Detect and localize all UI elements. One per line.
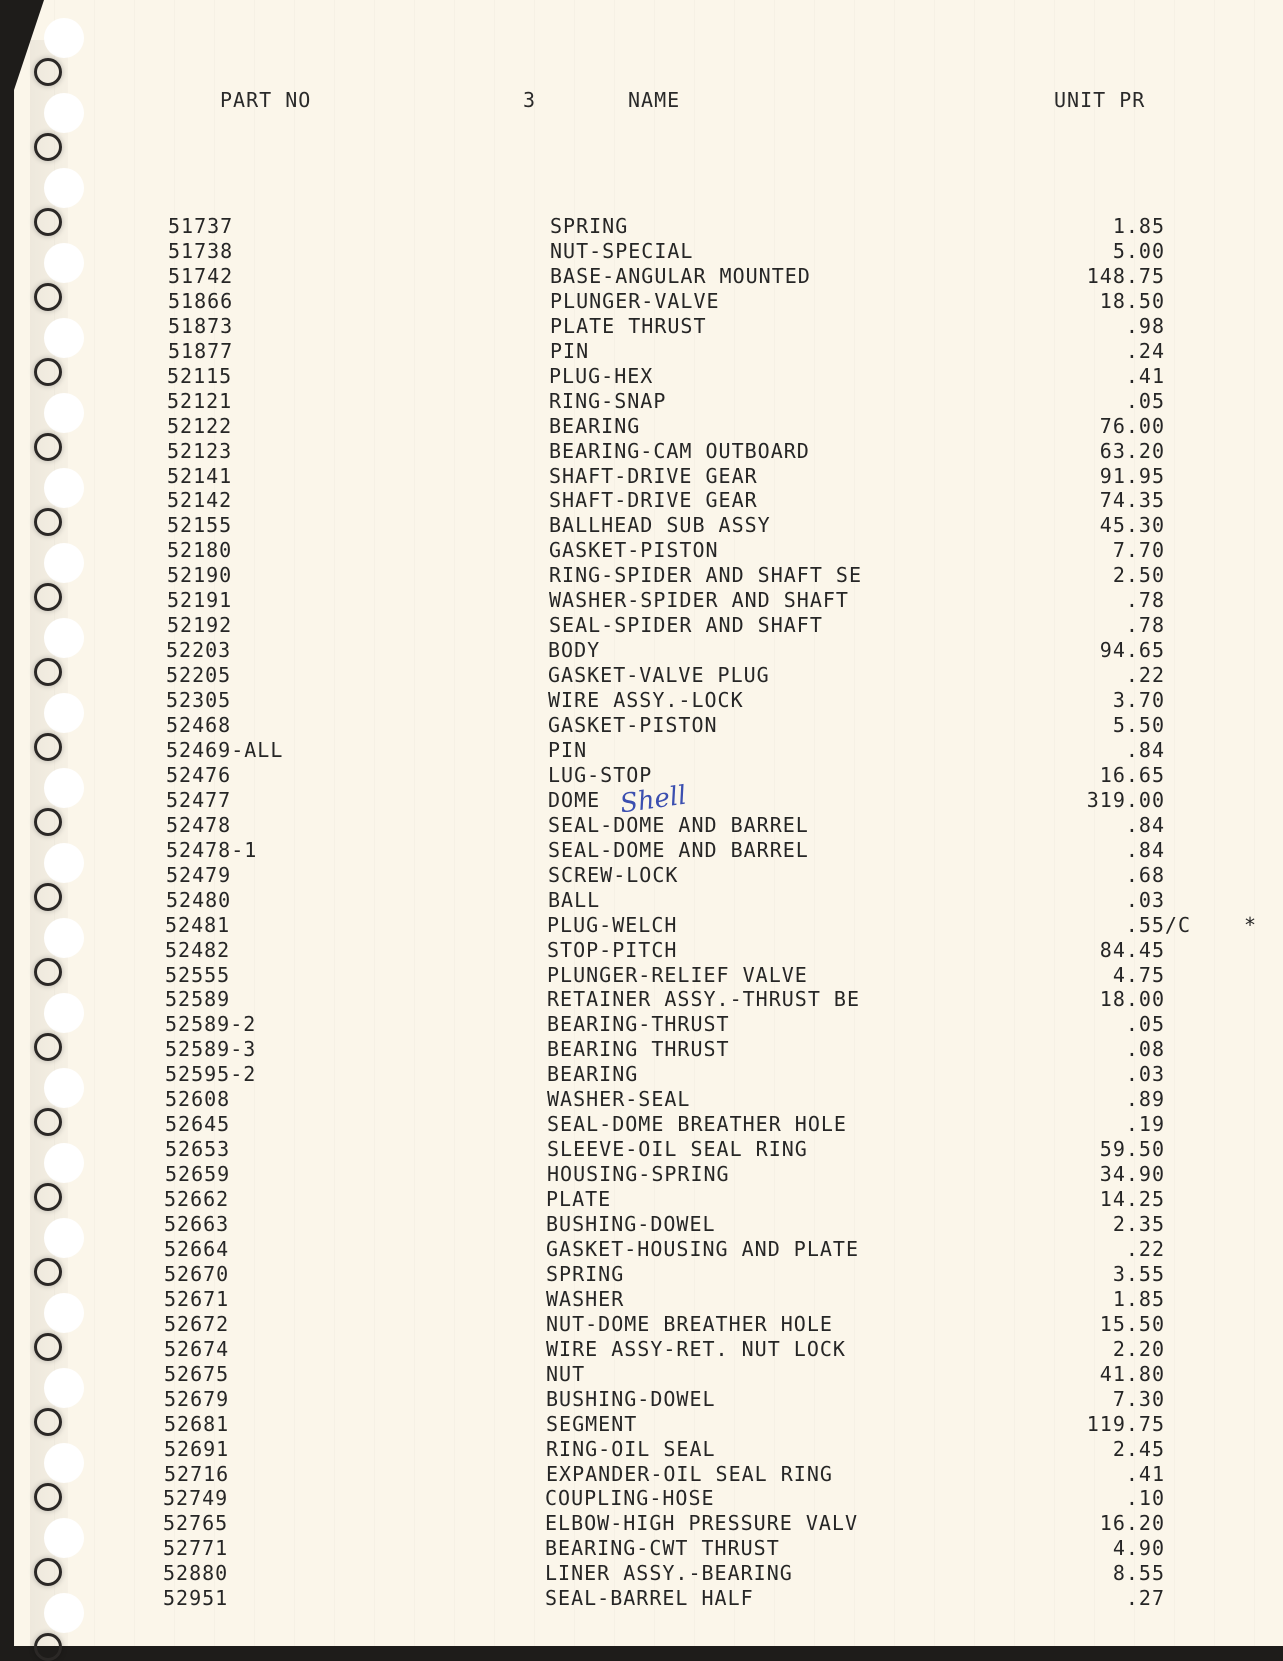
table-row <box>14 289 1283 313</box>
punch-hole <box>44 168 84 208</box>
unit-price: 45.30 <box>1099 513 1165 537</box>
part-name: GASKET-HOUSING AND PLATE <box>546 1237 859 1261</box>
unit-price: 76.00 <box>1099 414 1165 438</box>
part-number: 52477 <box>166 788 232 812</box>
part-name: LINER ASSY.-BEARING <box>545 1561 793 1585</box>
part-name: BEARING-CAM OUTBOARD <box>549 439 810 463</box>
binder-ring-mark <box>34 133 62 161</box>
part-name: BALL <box>548 888 601 912</box>
part-number: 52190 <box>167 563 233 587</box>
unit-price: .22 <box>1125 663 1165 687</box>
unit-price: 63.20 <box>1099 439 1165 463</box>
table-row <box>14 563 1283 587</box>
part-number: 52679 <box>164 1387 230 1411</box>
part-name: PLATE THRUST <box>550 314 707 338</box>
unit-price: 18.00 <box>1099 987 1165 1011</box>
part-name: SHAFT-DRIVE GEAR <box>549 488 758 512</box>
column-header-name: NAME <box>628 88 681 112</box>
part-number: 52121 <box>167 389 233 413</box>
part-name: PLUG-WELCH <box>547 913 678 937</box>
unit-price: .41 <box>1125 364 1165 388</box>
table-row <box>14 538 1283 562</box>
table-row <box>14 1362 1283 1386</box>
part-number: 52659 <box>165 1162 231 1186</box>
unit-price: 1.85 <box>1112 1287 1165 1311</box>
part-number: 52681 <box>164 1412 230 1436</box>
table-row <box>14 688 1283 712</box>
unit-price: 18.50 <box>1099 289 1165 313</box>
table-row <box>14 813 1283 837</box>
unit-price: .98 <box>1125 314 1165 338</box>
binder-ring-mark <box>34 1633 62 1661</box>
unit-price: 148.75 <box>1086 264 1165 288</box>
part-name: HOUSING-SPRING <box>547 1162 730 1186</box>
unit-price: .27 <box>1125 1586 1165 1610</box>
table-row <box>14 1112 1283 1136</box>
part-name: WASHER-SPIDER AND SHAFT <box>549 588 849 612</box>
part-name: SPRING <box>546 1262 625 1286</box>
handwritten-note: Shell <box>618 780 689 820</box>
table-row <box>14 439 1283 463</box>
unit-price: .41 <box>1125 1462 1165 1486</box>
unit-price: 5.50 <box>1112 713 1165 737</box>
part-number: 52203 <box>166 638 232 662</box>
table-row <box>14 588 1283 612</box>
part-number: 52192 <box>167 613 233 637</box>
unit-price: 4.75 <box>1112 963 1165 987</box>
unit-price: .22 <box>1125 1237 1165 1261</box>
unit-price: .19 <box>1125 1112 1165 1136</box>
unit-price: .10 <box>1125 1486 1165 1510</box>
part-name: BASE-ANGULAR MOUNTED <box>550 264 811 288</box>
table-row <box>14 314 1283 338</box>
unit-price: .24 <box>1125 339 1165 363</box>
part-name: BODY <box>548 638 601 662</box>
part-name: GASKET-PISTON <box>549 538 719 562</box>
part-name: BALLHEAD SUB ASSY <box>549 513 771 537</box>
part-number: 52478-1 <box>166 838 258 862</box>
part-name: WIRE ASSY-RET. NUT LOCK <box>546 1337 846 1361</box>
table-row <box>14 738 1283 762</box>
part-name: SEAL-DOME BREATHER HOLE <box>547 1112 847 1136</box>
page-number: 3 <box>523 88 537 112</box>
unit-price: .68 <box>1125 863 1165 887</box>
part-name: NUT-DOME BREATHER HOLE <box>546 1312 833 1336</box>
unit-price: 41.80 <box>1099 1362 1165 1386</box>
unit-price: .03 <box>1125 1062 1165 1086</box>
table-row <box>14 1312 1283 1336</box>
part-name: BEARING THRUST <box>547 1037 730 1061</box>
table-row <box>14 1412 1283 1436</box>
part-number: 52305 <box>166 688 232 712</box>
part-name: PIN <box>550 339 590 363</box>
unit-price: .89 <box>1125 1087 1165 1111</box>
part-name: SEAL-BARREL HALF <box>545 1586 754 1610</box>
part-name: SEAL-DOME AND BARREL <box>548 838 809 862</box>
part-name: BEARING-CWT THRUST <box>545 1536 780 1560</box>
part-name: STOP-PITCH <box>547 938 678 962</box>
unit-price: 319.00 <box>1086 788 1165 812</box>
part-number: 52191 <box>167 588 233 612</box>
table-row <box>14 987 1283 1011</box>
part-name: SEAL-DOME AND BARREL <box>548 813 809 837</box>
table-row <box>14 1462 1283 1486</box>
unit-price: 5.00 <box>1112 239 1165 263</box>
table-row <box>14 488 1283 512</box>
unit-price: 3.70 <box>1112 688 1165 712</box>
part-number: 52880 <box>163 1561 229 1585</box>
part-number: 52115 <box>167 364 233 388</box>
part-name: BUSHING-DOWEL <box>546 1212 716 1236</box>
table-row <box>14 1162 1283 1186</box>
part-name: GASKET-VALVE PLUG <box>548 663 770 687</box>
part-number: 52468 <box>166 713 232 737</box>
part-number: 52476 <box>166 763 232 787</box>
punch-hole <box>44 93 84 133</box>
unit-price: 91.95 <box>1099 464 1165 488</box>
part-name: WASHER-SEAL <box>547 1087 691 1111</box>
part-number: 52180 <box>167 538 233 562</box>
part-number: 52645 <box>165 1112 231 1136</box>
unit-price: .84 <box>1125 738 1165 762</box>
part-number: 52749 <box>163 1486 229 1510</box>
unit-price: .55/C <box>1125 913 1191 937</box>
part-number: 51877 <box>168 339 234 363</box>
part-number: 52608 <box>165 1087 231 1111</box>
part-number: 52662 <box>164 1187 230 1211</box>
unit-price: 74.35 <box>1099 488 1165 512</box>
part-name: BEARING <box>549 414 641 438</box>
part-number: 52672 <box>164 1312 230 1336</box>
part-name: EXPANDER-OIL SEAL RING <box>546 1462 833 1486</box>
table-row <box>14 938 1283 962</box>
part-name: SCREW-LOCK <box>548 863 679 887</box>
binder-ring-mark <box>34 58 62 86</box>
table-row <box>14 1287 1283 1311</box>
part-name: ELBOW-HIGH PRESSURE VALV <box>545 1511 858 1535</box>
unit-price: 2.45 <box>1112 1437 1165 1461</box>
unit-price: 2.20 <box>1112 1337 1165 1361</box>
unit-price: 94.65 <box>1099 638 1165 662</box>
part-number: 52142 <box>167 488 233 512</box>
part-name: RING-OIL SEAL <box>546 1437 716 1461</box>
table-row <box>14 364 1283 388</box>
table-row <box>14 1137 1283 1161</box>
part-number: 52480 <box>166 888 232 912</box>
table-row <box>14 763 1283 787</box>
table-row <box>14 414 1283 438</box>
part-number: 52691 <box>164 1437 230 1461</box>
table-row <box>14 1337 1283 1361</box>
unit-price: 14.25 <box>1099 1187 1165 1211</box>
part-name: GASKET-PISTON <box>548 713 718 737</box>
part-name: PLUNGER-RELIEF VALVE <box>547 963 808 987</box>
table-row <box>14 913 1283 937</box>
part-number: 52589-2 <box>165 1012 257 1036</box>
part-name: WIRE ASSY.-LOCK <box>548 688 744 712</box>
part-number: 52478 <box>166 813 232 837</box>
part-number: 52481 <box>165 913 231 937</box>
part-number: 52675 <box>164 1362 230 1386</box>
part-number: 52479 <box>166 863 232 887</box>
part-number: 52716 <box>164 1462 230 1486</box>
part-name: PIN <box>548 738 588 762</box>
unit-price: .03 <box>1125 888 1165 912</box>
part-name: DOME <box>548 788 601 812</box>
part-number: 52123 <box>167 439 233 463</box>
unit-price: 119.75 <box>1086 1412 1165 1436</box>
part-number: 52771 <box>163 1536 229 1560</box>
table-row <box>14 888 1283 912</box>
table-row <box>14 389 1283 413</box>
part-number: 51873 <box>168 314 234 338</box>
part-name: SEAL-SPIDER AND SHAFT <box>549 613 823 637</box>
part-number: 52595-2 <box>165 1062 257 1086</box>
part-number: 51742 <box>168 264 234 288</box>
part-number: 52589 <box>165 987 231 1011</box>
part-name: SLEEVE-OIL SEAL RING <box>547 1137 808 1161</box>
part-number: 52674 <box>164 1337 230 1361</box>
table-row <box>14 264 1283 288</box>
part-name: RING-SPIDER AND SHAFT SE <box>549 563 862 587</box>
column-header-part-no: PART NO <box>220 88 312 112</box>
part-number: 52765 <box>163 1511 229 1535</box>
unit-price: 8.55 <box>1112 1561 1165 1585</box>
part-number: 52951 <box>163 1586 229 1610</box>
table-row <box>14 838 1283 862</box>
table-row <box>14 863 1283 887</box>
part-name: SEGMENT <box>546 1412 638 1436</box>
unit-price: .05 <box>1125 389 1165 413</box>
table-row <box>14 1511 1283 1535</box>
table-row <box>14 339 1283 363</box>
part-number: 52670 <box>164 1262 230 1286</box>
table-row <box>14 1262 1283 1286</box>
part-name: COUPLING-HOSE <box>545 1486 715 1510</box>
unit-price: .84 <box>1125 813 1165 837</box>
table-row <box>14 1237 1283 1261</box>
table-row <box>14 963 1283 987</box>
part-number: 52589-3 <box>165 1037 257 1061</box>
part-name: PLUG-HEX <box>549 364 654 388</box>
table-row <box>14 1561 1283 1585</box>
table-row <box>14 663 1283 687</box>
part-number: 52555 <box>165 963 231 987</box>
asterisk-mark: * <box>1244 913 1258 937</box>
table-row <box>14 1536 1283 1560</box>
table-row <box>14 239 1283 263</box>
part-name: PLUNGER-VALVE <box>550 289 720 313</box>
unit-price: 3.55 <box>1112 1262 1165 1286</box>
table-row <box>14 513 1283 537</box>
part-number: 52671 <box>164 1287 230 1311</box>
part-number: 52664 <box>164 1237 230 1261</box>
unit-price: 15.50 <box>1099 1312 1165 1336</box>
unit-price: .84 <box>1125 838 1165 862</box>
part-name: SHAFT-DRIVE GEAR <box>549 464 758 488</box>
part-number: 52469-ALL <box>166 738 284 762</box>
table-row <box>14 713 1283 737</box>
unit-price: 59.50 <box>1099 1137 1165 1161</box>
table-row <box>14 1037 1283 1061</box>
table-row <box>14 613 1283 637</box>
part-name: BUSHING-DOWEL <box>546 1387 716 1411</box>
table-row <box>14 1062 1283 1086</box>
table-row <box>14 464 1283 488</box>
part-number: 52663 <box>164 1212 230 1236</box>
part-name: NUT-SPECIAL <box>550 239 694 263</box>
table-row <box>14 1486 1283 1510</box>
table-row <box>14 1437 1283 1461</box>
table-row <box>14 1212 1283 1236</box>
table-row <box>14 214 1283 238</box>
part-number: 52155 <box>167 513 233 537</box>
part-number: 51866 <box>168 289 234 313</box>
unit-price: 16.65 <box>1099 763 1165 787</box>
unit-price: .05 <box>1125 1012 1165 1036</box>
unit-price: 2.35 <box>1112 1212 1165 1236</box>
unit-price: 84.45 <box>1099 938 1165 962</box>
part-name: WASHER <box>546 1287 625 1311</box>
table-row <box>14 638 1283 662</box>
unit-price: .78 <box>1125 613 1165 637</box>
part-number: 52653 <box>165 1137 231 1161</box>
part-name: BEARING-THRUST <box>547 1012 730 1036</box>
part-number: 52482 <box>165 938 231 962</box>
table-row <box>14 1187 1283 1211</box>
unit-price: 16.20 <box>1099 1511 1165 1535</box>
unit-price: 1.85 <box>1112 214 1165 238</box>
table-row <box>14 1087 1283 1111</box>
part-name: BEARING <box>547 1062 639 1086</box>
unit-price: 7.70 <box>1112 538 1165 562</box>
punch-hole <box>44 18 84 58</box>
part-name: LUG-STOP <box>548 763 653 787</box>
part-name: PLATE <box>546 1187 612 1211</box>
table-row <box>14 1012 1283 1036</box>
table-row <box>14 1387 1283 1411</box>
unit-price: 7.30 <box>1112 1387 1165 1411</box>
part-number: 52141 <box>167 464 233 488</box>
table-row <box>14 1586 1283 1610</box>
part-number: 52122 <box>167 414 233 438</box>
part-number: 51737 <box>168 214 234 238</box>
unit-price: .78 <box>1125 588 1165 612</box>
document-page <box>14 0 1283 1646</box>
part-name: RING-SNAP <box>549 389 667 413</box>
unit-price: 34.90 <box>1099 1162 1165 1186</box>
part-number: 51738 <box>168 239 234 263</box>
part-name: NUT <box>546 1362 586 1386</box>
part-name: SPRING <box>550 214 629 238</box>
column-header-unit-price: UNIT PR <box>1054 88 1146 112</box>
unit-price: 2.50 <box>1112 563 1165 587</box>
part-number: 52205 <box>166 663 232 687</box>
unit-price: .08 <box>1125 1037 1165 1061</box>
part-name: RETAINER ASSY.-THRUST BE <box>547 987 860 1011</box>
unit-price: 4.90 <box>1112 1536 1165 1560</box>
